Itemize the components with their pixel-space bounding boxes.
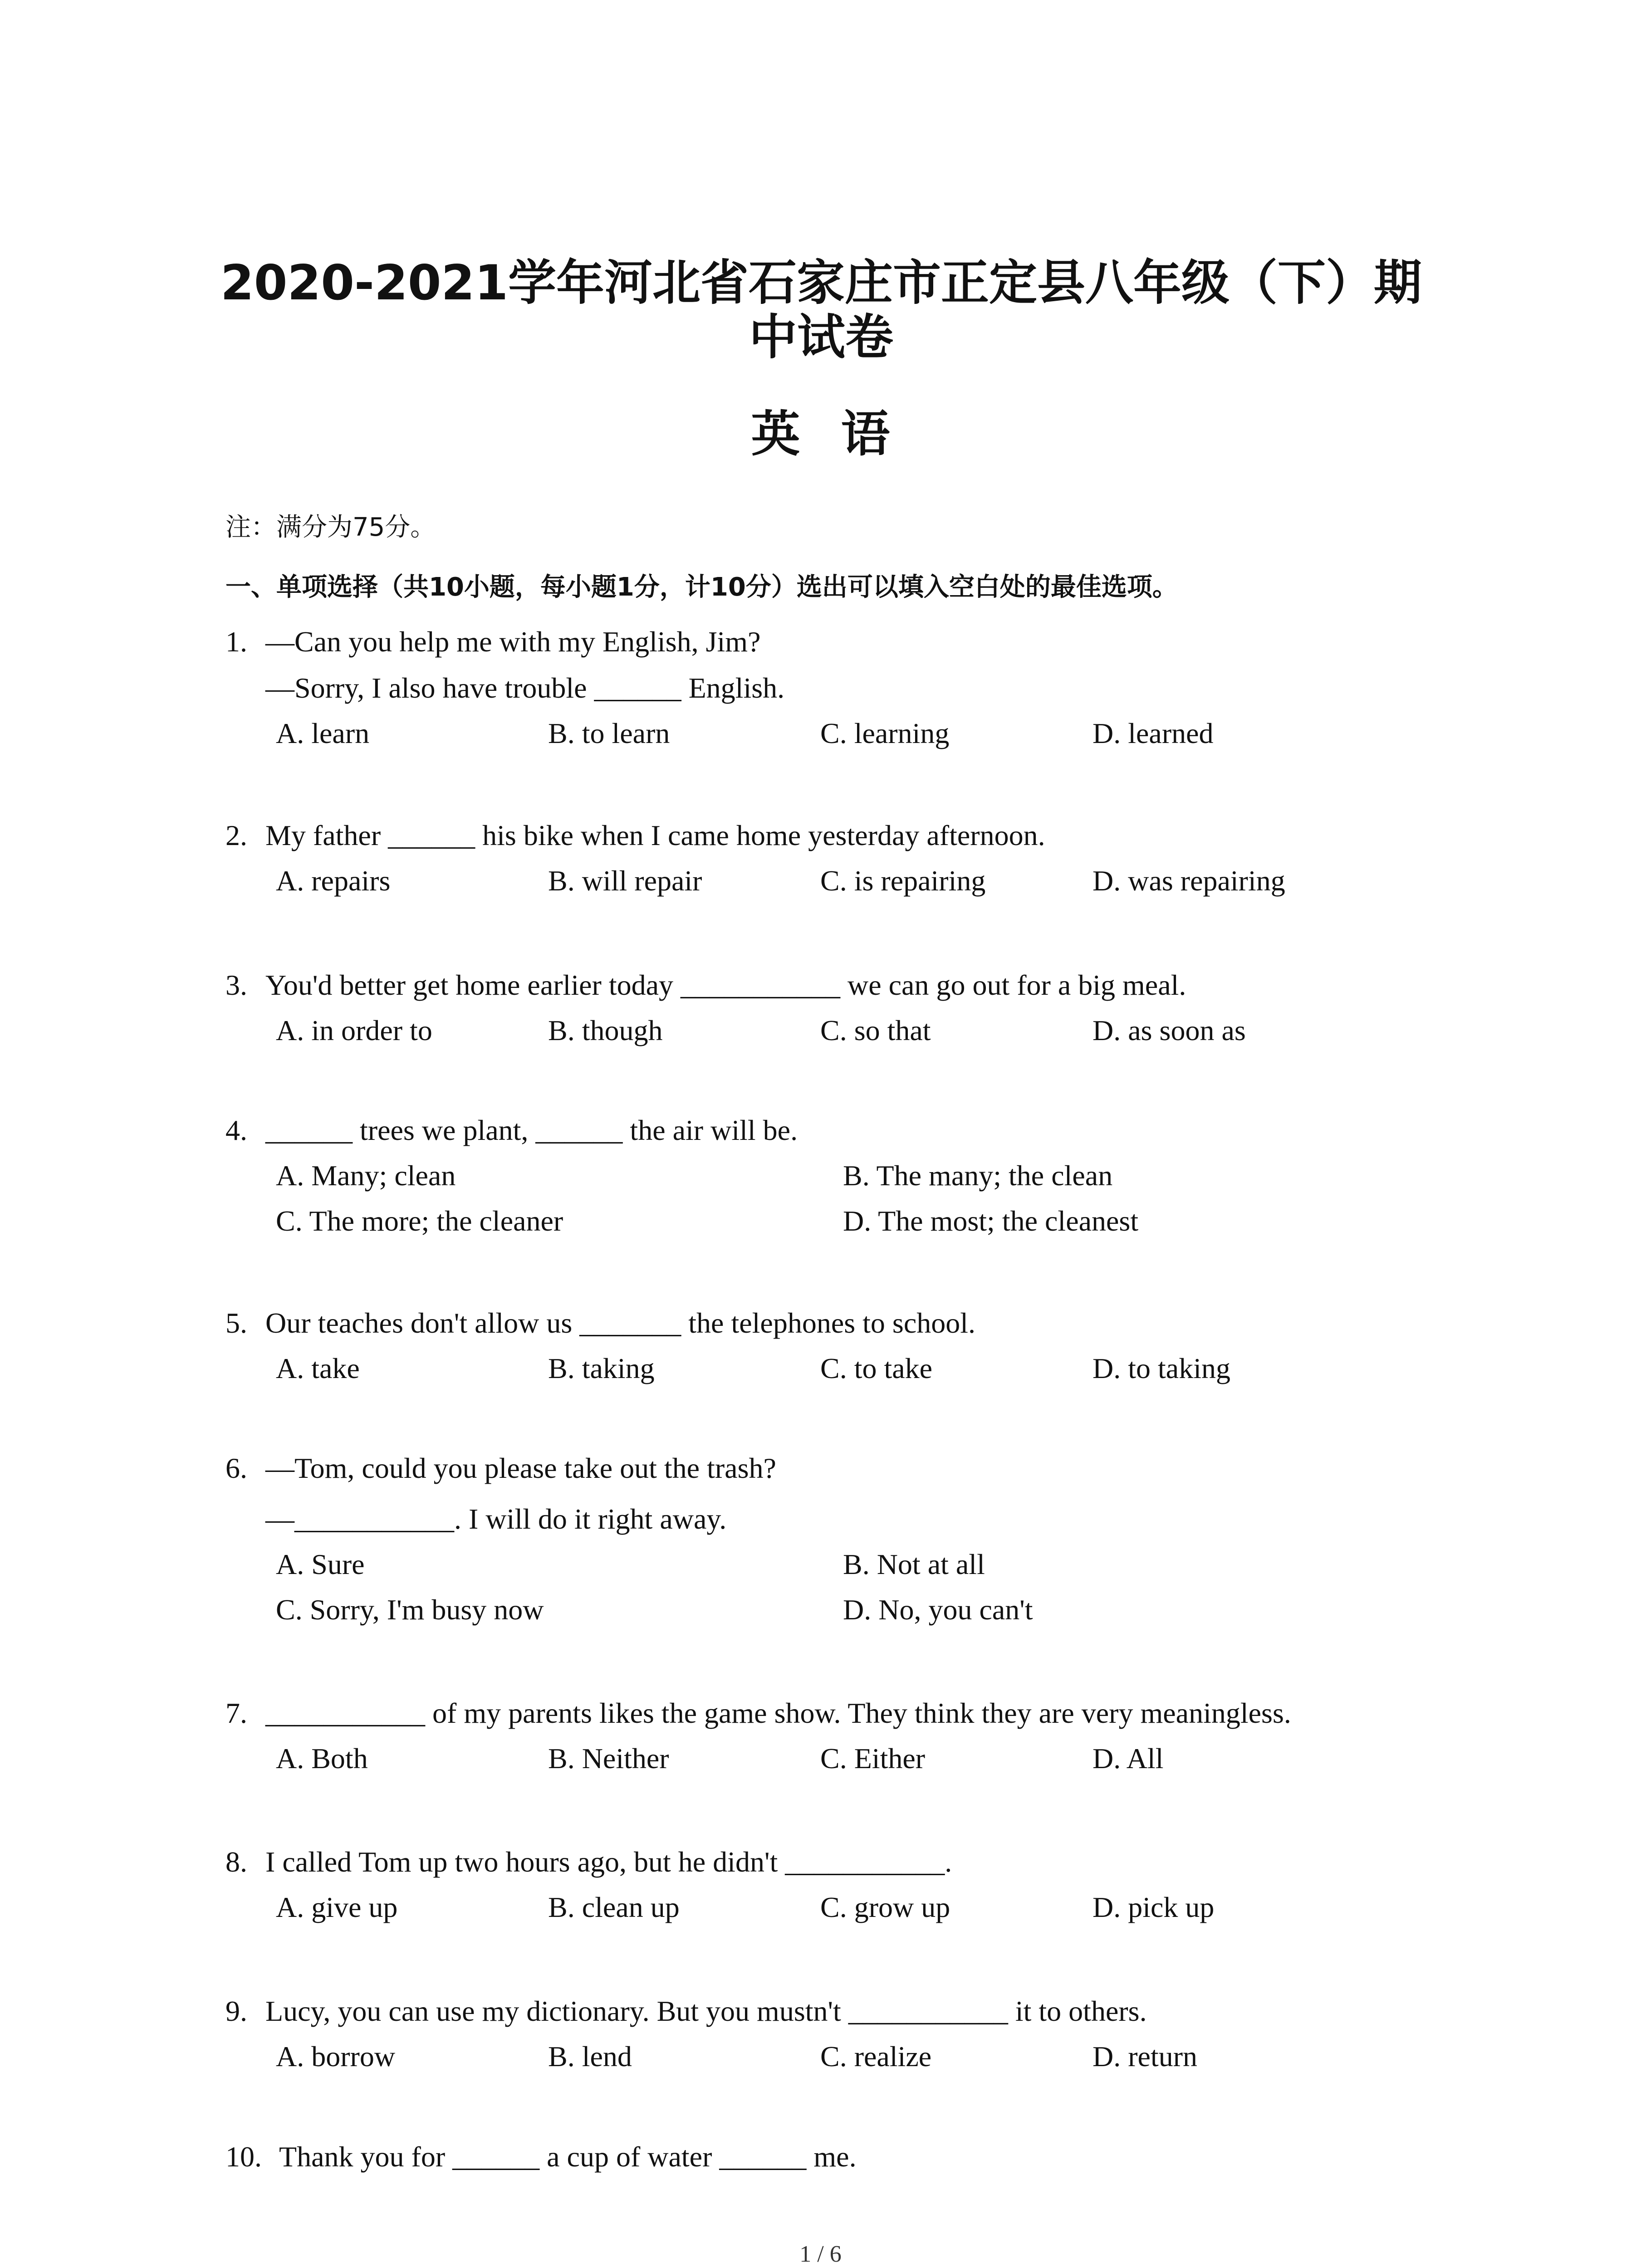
question-number: 9. bbox=[225, 1995, 247, 2027]
answer-option: C. so that bbox=[820, 1014, 931, 1046]
answer-option: A. Both bbox=[276, 1742, 368, 1774]
question-number: 2. bbox=[225, 819, 247, 851]
page-number: 1 / 6 bbox=[799, 2241, 842, 2267]
answer-option: C. Either bbox=[820, 1742, 926, 1774]
question-stem: I called Tom up two hours ago, but he didn't ___________. bbox=[265, 1846, 952, 1878]
answer-option: D. learned bbox=[1092, 717, 1214, 749]
question-number: 5. bbox=[225, 1307, 247, 1339]
answer-option: B. though bbox=[548, 1014, 663, 1046]
answer-option: C. grow up bbox=[820, 1891, 950, 1923]
answer-option: D. to taking bbox=[1092, 1352, 1230, 1384]
answer-option: A. in order to bbox=[276, 1014, 432, 1046]
section-1-heading: 一、单项选择（共10小题，每小题1分，计10分）选出可以填入空白处的最佳选项。 bbox=[225, 572, 1178, 602]
answer-option: B. to learn bbox=[548, 717, 670, 749]
answer-option: B. lend bbox=[548, 2040, 632, 2072]
question-number: 10. bbox=[225, 2141, 262, 2173]
answer-option: C. is repairing bbox=[820, 865, 986, 897]
answer-option: A. borrow bbox=[276, 2040, 396, 2072]
answer-option: C. to take bbox=[820, 1352, 933, 1384]
answer-option: D. was repairing bbox=[1092, 865, 1285, 897]
question-stem: Lucy, you can use my dictionary. But you mustn't ___________ it to others. bbox=[265, 1995, 1147, 2027]
question-number: 7. bbox=[225, 1697, 247, 1729]
answer-option: A. Sure bbox=[276, 1548, 365, 1580]
answer-option: D. No, you can't bbox=[843, 1593, 1033, 1626]
question-stem: Thank you for ______ a cup of water ______ me. bbox=[279, 2141, 857, 2173]
question-stem: You'd better get home earlier today ___________ we can go out for a big meal. bbox=[265, 969, 1186, 1001]
answer-option: D. pick up bbox=[1092, 1891, 1215, 1923]
question-stem: —Tom, could you please take out the trash? bbox=[265, 1452, 776, 1484]
question-number: 4. bbox=[225, 1114, 247, 1146]
subject-heading: 英语 bbox=[751, 406, 931, 463]
answer-option: B. taking bbox=[548, 1352, 655, 1384]
answer-option: C. learning bbox=[820, 717, 950, 749]
answer-option: D. as soon as bbox=[1092, 1014, 1246, 1046]
answer-option: D. return bbox=[1092, 2040, 1198, 2072]
answer-option: C. realize bbox=[820, 2040, 932, 2072]
answer-option: A. learn bbox=[276, 717, 370, 749]
answer-option: D. All bbox=[1092, 1742, 1164, 1774]
exam-title-line-1: 2020-2021学年河北省石家庄市正定县八年级（下）期 bbox=[220, 255, 1422, 311]
question-number: 6. bbox=[225, 1452, 247, 1484]
answer-option: C. Sorry, I'm busy now bbox=[276, 1593, 544, 1626]
question-stem: Our teaches don't allow us _______ the telephones to school. bbox=[265, 1307, 975, 1339]
question-stem: ___________ of my parents likes the game show. They think they are very meaningless. bbox=[265, 1697, 1291, 1729]
answer-option: B. The many; the clean bbox=[843, 1159, 1113, 1192]
answer-option: A. repairs bbox=[276, 865, 391, 897]
answer-option: B. will repair bbox=[548, 865, 702, 897]
answer-option: B. clean up bbox=[548, 1891, 680, 1923]
answer-option: C. The more; the cleaner bbox=[276, 1205, 563, 1237]
question-stem: ______ trees we plant, ______ the air will be. bbox=[265, 1114, 798, 1146]
answer-option: D. The most; the cleanest bbox=[843, 1205, 1139, 1237]
question-stem: —___________. I will do it right away. bbox=[265, 1503, 727, 1535]
answer-option: A. give up bbox=[276, 1891, 398, 1923]
exam-title-line-2: 中试卷 bbox=[749, 309, 893, 365]
question-stem: My father ______ his bike when I came home yesterday afternoon. bbox=[265, 819, 1045, 851]
score-note: 注：满分为75分。 bbox=[225, 513, 436, 542]
answer-option: A. Many; clean bbox=[276, 1159, 456, 1192]
question-stem: —Can you help me with my English, Jim? bbox=[265, 626, 761, 658]
answer-option: B. Neither bbox=[548, 1742, 669, 1774]
question-number: 1. bbox=[225, 626, 247, 658]
question-number: 3. bbox=[225, 969, 247, 1001]
question-number: 8. bbox=[225, 1846, 247, 1878]
answer-option: B. Not at all bbox=[843, 1548, 985, 1580]
answer-option: A. take bbox=[276, 1352, 360, 1384]
question-stem: —Sorry, I also have trouble ______ English. bbox=[265, 672, 785, 704]
